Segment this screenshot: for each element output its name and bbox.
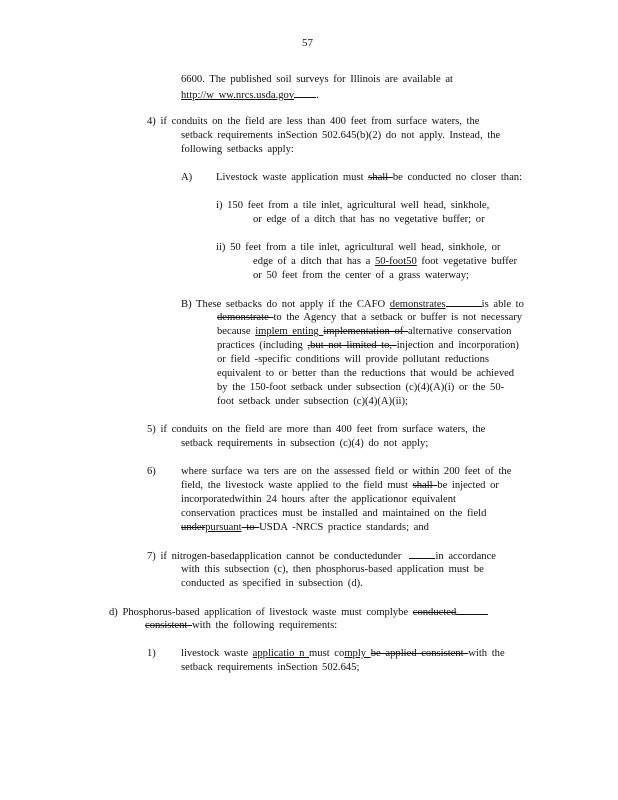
item6-line3: incorporatedwithin 24 hours after the applicationor equivalent xyxy=(181,494,456,505)
struck-text: consistent xyxy=(145,620,193,631)
struck-text: shall xyxy=(368,172,393,183)
item4-A-text xyxy=(216,171,522,184)
inserted-text: applicatio n xyxy=(252,648,310,659)
item6-line2-pre: field, the livestock waste applied to the field must xyxy=(181,480,413,491)
inserted-text: 50-foot50 xyxy=(374,256,417,267)
item6-line2-post: be injected or xyxy=(437,480,499,491)
item7-line3: conducted as specified in subsection (d). xyxy=(181,578,363,589)
section-d-pre: d) Phosphorus-based application of livestock waste must complybe xyxy=(109,607,413,618)
struck-text: ,but not limited to, xyxy=(307,340,397,351)
struck-text: be applied consistent xyxy=(370,648,469,659)
inserted-text: mply xyxy=(344,648,371,659)
item7-line1-post: in accordance xyxy=(435,551,496,562)
item4-B-line2-post: to the Agency that a setback or buffer is not necessary xyxy=(273,312,523,323)
struck-text: conducted xyxy=(412,607,457,618)
item6-line4: conservation practices must be installed and maintained on the field xyxy=(181,508,487,519)
item6-line5-post: USDA -NRCS practice standards; and xyxy=(259,522,429,533)
item4-A-pre: Livestock waste application must xyxy=(216,172,369,183)
item4-B-line3-pre: because xyxy=(217,326,256,337)
item6-line1: where surface wa ters are on the assessed field or within 200 feet of the xyxy=(181,466,512,477)
section-d-line2-post: with the following requirements: xyxy=(192,620,338,631)
item4-A-i-line1: i) 150 feet from a tile inlet, agricultural well head, sinkhole, xyxy=(216,200,490,211)
item4-A-ii-line2 xyxy=(253,255,517,268)
item4-B-line4-pre: practices (including xyxy=(217,340,308,351)
item1-label: 1) xyxy=(147,648,156,659)
item7-line1 xyxy=(147,549,496,563)
item1-line1-pre: livestock waste xyxy=(181,648,253,659)
item1-line2: setback requirements inSection 502.645; xyxy=(181,662,360,673)
inserted-text: pursuant xyxy=(205,522,242,533)
item1-line1-post: with the xyxy=(468,648,505,659)
page-number: 57 xyxy=(302,37,313,49)
struck-text: demonstrate xyxy=(217,312,274,323)
item5-line2: setback requirements in subsection (c)(4) do not apply; xyxy=(181,438,429,449)
item4-B-line1 xyxy=(181,297,524,311)
item4-B-line6: equivalent to or better than the reductions that would be achieved xyxy=(217,368,515,379)
item1-line1 xyxy=(181,647,505,660)
item4-A-ii-line3: or 50 feet from the center of a grass waterway; xyxy=(253,270,469,281)
item4-B-pre: B) These setbacks do not apply if the CAFO xyxy=(181,299,390,310)
item4-B-line4 xyxy=(217,339,519,352)
item6-label: 6) xyxy=(147,466,156,477)
item7-line2: with this subsection (c), then phosphorus-based application must be xyxy=(181,564,484,575)
item4-B-line3-post: alternative conservation xyxy=(407,326,512,337)
item4-B-line7: by the 150-foot setback under subsection (c)(4)(A)(i) or the 50- xyxy=(217,382,505,393)
item6-line5 xyxy=(181,521,429,534)
item4-A-post: be conducted no closer than: xyxy=(392,172,523,183)
soil-survey-text: 6600. The published soil surveys for Illinois are available at xyxy=(181,74,453,85)
item7-line1-pre: 7) if nitrogen-basedapplication cannot be conductedunder xyxy=(147,551,402,562)
item4-B-line3 xyxy=(217,325,511,338)
item4-line1: 4) if conduits on the field are less than 400 feet from surface waters, the xyxy=(147,116,480,127)
item6-line2 xyxy=(181,479,499,492)
item4-B-post: is able to xyxy=(481,299,524,310)
item4-line2: setback requirements inSection 502.645(b)(2) do not apply. Instead, the xyxy=(181,130,501,141)
inserted-text: demonstrates xyxy=(389,299,446,310)
item4-B-line2 xyxy=(217,311,522,324)
item4-B-line5: or field -specific conditions will provide pollutant reductions xyxy=(217,354,490,365)
item4-A-i-line2: or edge of a ditch that has no vegetative buffer; or xyxy=(253,214,485,225)
inserted-text: implem enting xyxy=(255,326,324,337)
struck-text: implementation of xyxy=(323,326,408,337)
item4-A-ii-line1: ii) 50 feet from a tile inlet, agricultural well head, sinkhole, or xyxy=(216,242,501,253)
item4-line3: following setbacks apply: xyxy=(181,144,294,155)
item4-A-ii-pre: edge of a ditch that has a xyxy=(253,256,375,267)
section-d-line1 xyxy=(109,605,488,619)
soil-survey-link-line xyxy=(181,88,319,102)
underline-blank xyxy=(456,605,488,615)
struck-text: under xyxy=(181,522,206,533)
item4-A-label: A) xyxy=(181,172,193,183)
struck-text: to xyxy=(241,522,260,533)
struck-text: shall xyxy=(412,480,438,491)
item4-B-line8: foot setback under subsection (c)(4)(A)(ii); xyxy=(217,396,408,407)
underline-blank xyxy=(446,297,482,307)
item1-line1-mid: must co xyxy=(309,648,345,659)
nrcs-link[interactable]: http://w ww.nrcs.usda.gov xyxy=(181,90,295,101)
item4-A-ii-post: foot vegetative buffer xyxy=(416,256,517,267)
underline-blank xyxy=(294,88,316,98)
underline-blank xyxy=(409,549,435,559)
link-period: . xyxy=(316,90,319,101)
item5-line1: 5) if conduits on the field are more than 400 feet from surface waters, the xyxy=(147,424,486,435)
item4-B-line4-post: injection and incorporation) xyxy=(396,340,519,351)
section-d-line2 xyxy=(145,619,337,632)
